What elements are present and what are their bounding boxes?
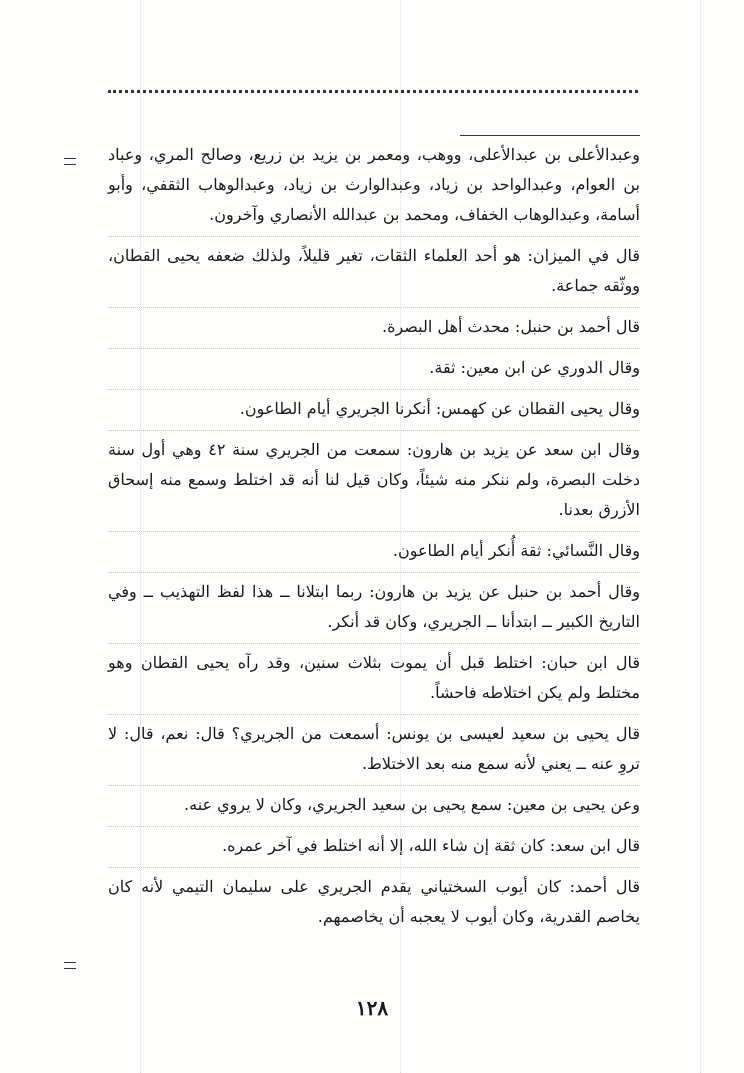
margin-equals-mark (64, 158, 76, 165)
header-dotted-rule (108, 90, 638, 93)
scan-guide-line (700, 0, 701, 1073)
paragraph-ibn-saad-yazid: وقال ابن سعد عن يزيد بن هارون: سمعت من الجريري سنة ٤٢ وهي أول سنة دخلت البصرة، ولم ننكر منه شيئاً، وكان قيل لنا أنه قد اختلط وسمع منه إسحاق الأزرق بعدنا. (108, 430, 640, 531)
paragraph-yahya-isa: قال يحيى بن سعيد لعيسى بن يونس: أسمعت من الجريري؟ قال: نعم، قال: لا تروِ عنه ــ يعني لأنه سمع منه بعد الاختلاط. (108, 714, 640, 785)
paragraph-ahmad-ayyub: قال أحمد: كان أيوب السختياني يقدم الجريري على سليمان التيمي لأنه كان يخاصم القدرية، وكان أيوب لا يعجبه أن يخاصمهم. (108, 867, 640, 938)
margin-equals-mark (64, 962, 76, 969)
paragraph-ibn-hibban: قال ابن حبان: اختلط قبل أن يموت بثلاث سنين، وقد رآه يحيى القطان وهو مختلط ولم يكن اختلاطه فاحشاً. (108, 643, 640, 714)
paragraph-duri: وقال الدوري عن ابن معين: ثقة. (108, 348, 640, 389)
paragraph-ibn-maeen: وعن يحيى بن معين: سمع يحيى بن سعيد الجريري، وكان لا يروي عنه. (108, 785, 640, 826)
separator-line (460, 135, 640, 136)
paragraph-nasai: وقال النَّسائي: ثقة أُنكر أيام الطاعون. (108, 531, 640, 572)
paragraph-narrators: وعبدالأعلى بن عبدالأعلى، ووهب، ومعمر بن يزيد بن زريع، وصالح المري، وعباد بن العوام، وعبدالواحد بن زياد، وعبدالوارث بن زياد، وعبدالوهاب الثقفي، وأبو أسامة، وعبدالوهاب الخفاف، ومحمد بن عبدالله الأنصاري وآخرون. (108, 145, 640, 224)
paragraph-ibn-saad: قال ابن سعد: كان ثقة إن شاء الله، إلا أنه اختلط في آخر عمره. (108, 826, 640, 867)
paragraph-ahmad-yazid: وقال أحمد بن حنبل عن يزيد بن هارون: ربما ابتلانا ــ هذا لفظ التهذيب ــ وفي التاريخ الكبير ــ ابتدأنا ــ الجريري، وكان قد أنكر. (108, 572, 640, 643)
paragraph-mizan: قال في الميزان: هو أحد العلماء الثقات، تغير قليلاً، ولذلك ضعفه يحيى القطان، ووثّقه جماعة. (108, 236, 640, 307)
paragraph-ahmad: قال أحمد بن حنبل: محدث أهل البصرة. (108, 307, 640, 348)
main-text (108, 140, 640, 938)
page-number: ١٢٨ (355, 996, 389, 1020)
paragraph-qattan: وقال يحيى القطان عن كهمس: أنكرنا الجريري أيام الطاعون. (108, 389, 640, 430)
